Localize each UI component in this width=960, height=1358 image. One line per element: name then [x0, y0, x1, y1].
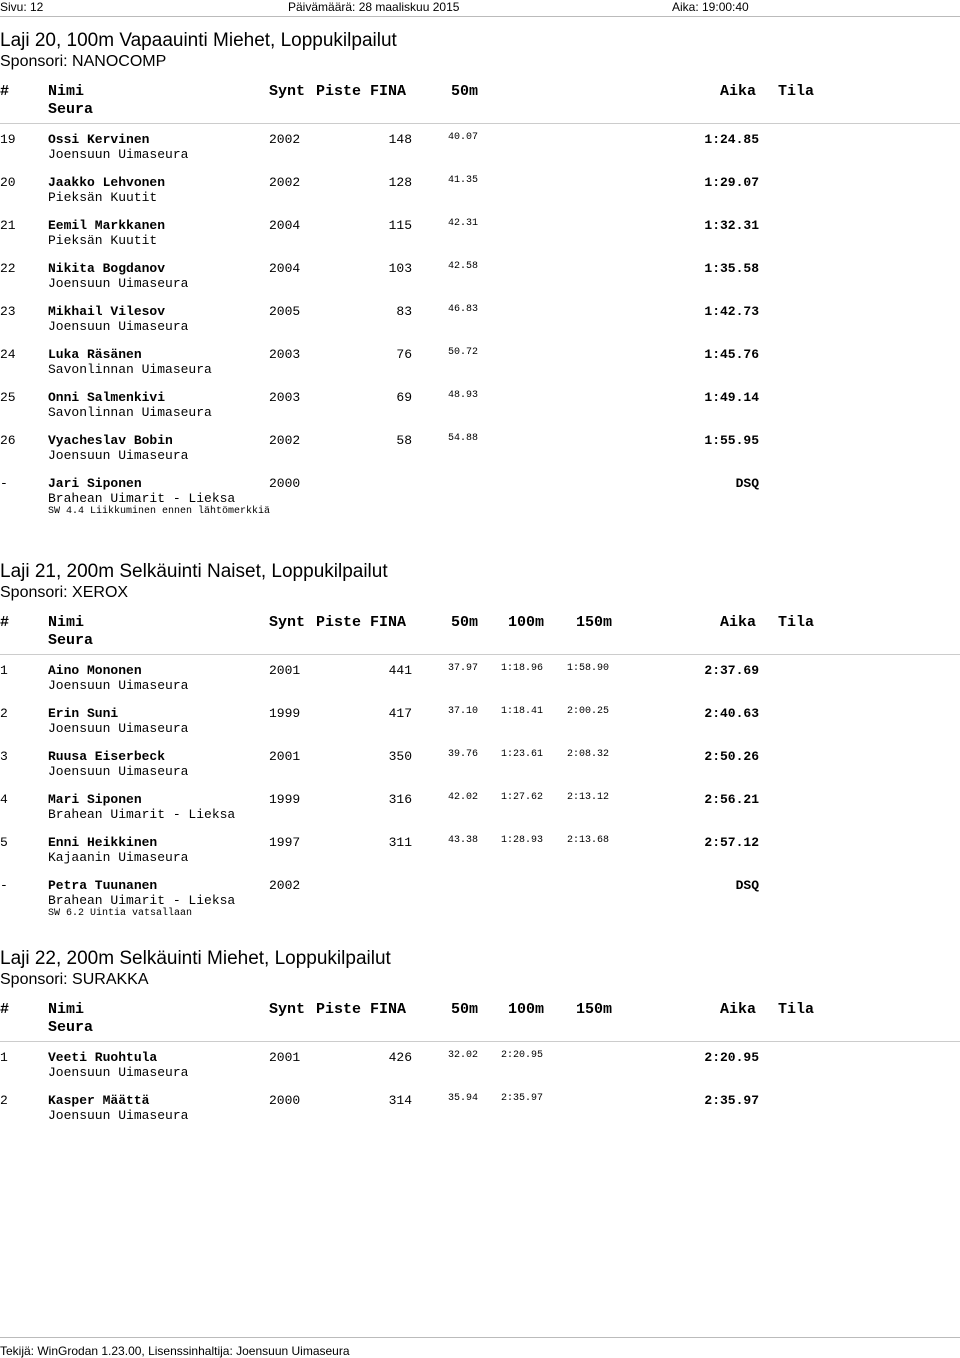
- split-100m: 2:20.95: [501, 1050, 544, 1061]
- fina-points: 441: [388, 663, 412, 678]
- table-header: [0, 614, 960, 652]
- result-rank: 2: [0, 706, 8, 721]
- split-50m: 41.35: [448, 175, 479, 186]
- table-row: [0, 132, 960, 175]
- result-rank: 21: [0, 218, 16, 233]
- table-row: [0, 390, 960, 433]
- birth-year: 2004: [269, 218, 301, 233]
- swimmer-name: Veeti Ruohtula: [48, 1050, 158, 1065]
- split-50m: 35.94: [448, 1093, 479, 1104]
- col-points: Piste FINA: [316, 1001, 407, 1018]
- col-year: Synt: [269, 83, 306, 100]
- result-rank: 5: [0, 835, 8, 850]
- final-time: 2:56.21: [704, 792, 759, 807]
- fina-points: 76: [396, 347, 412, 362]
- fina-points: 58: [396, 433, 412, 448]
- col-status: Tila: [778, 1001, 815, 1018]
- event-sponsor: Sponsori: SURAKKA: [0, 971, 149, 988]
- result-rank: 1: [0, 663, 8, 678]
- fina-points: 148: [388, 132, 412, 147]
- disqualification-note: SW 4.4 Liikkuminen ennen lähtömerkkiä: [48, 506, 271, 517]
- table-header: [0, 83, 960, 121]
- fina-points: 350: [388, 749, 412, 764]
- swimmer-name: Jaakko Lehvonen: [48, 175, 166, 190]
- split-50m: 39.76: [448, 749, 479, 760]
- final-time: 1:35.58: [704, 261, 759, 276]
- swimmer-name: Ossi Kervinen: [48, 132, 150, 147]
- fina-points: 314: [388, 1093, 412, 1108]
- final-time: 1:55.95: [704, 433, 759, 448]
- result-rank: 22: [0, 261, 16, 276]
- col-status: Tila: [778, 83, 815, 100]
- club-name: Joensuun Uimaseura: [48, 764, 189, 779]
- result-rank: 20: [0, 175, 16, 190]
- final-time: 2:40.63: [704, 706, 759, 721]
- col-split-50: 50m: [451, 614, 479, 631]
- result-rank: 24: [0, 347, 16, 362]
- birth-year: 2002: [269, 433, 301, 448]
- final-time: 2:20.95: [704, 1050, 759, 1065]
- header-divider: [0, 16, 960, 17]
- swimmer-name: Jari Siponen: [48, 476, 142, 491]
- col-rank: #: [0, 1001, 10, 1018]
- split-100m: 1:18.41: [501, 706, 544, 717]
- result-rank: 2: [0, 1093, 8, 1108]
- table-row: [0, 878, 960, 921]
- club-name: Savonlinnan Uimaseura: [48, 362, 212, 377]
- fina-points: 115: [388, 218, 412, 233]
- final-time: 1:32.31: [704, 218, 759, 233]
- birth-year: 2001: [269, 1050, 301, 1065]
- table-divider: [0, 654, 960, 655]
- table-row: [0, 1050, 960, 1093]
- col-points: Piste FINA: [316, 83, 407, 100]
- col-name: Nimi: [48, 83, 85, 100]
- result-rank: 3: [0, 749, 8, 764]
- split-150m: 2:08.32: [567, 749, 610, 760]
- table-row: [0, 1093, 960, 1136]
- result-rank: 23: [0, 304, 16, 319]
- col-split-50: 50m: [451, 1001, 479, 1018]
- table-row: [0, 261, 960, 304]
- col-split-100: 100m: [508, 1001, 545, 1018]
- table-row: [0, 749, 960, 792]
- club-name: Pieksän Kuutit: [48, 190, 158, 205]
- final-time: DSQ: [735, 476, 759, 491]
- swimmer-name: Luka Räsänen: [48, 347, 142, 362]
- col-time: Aika: [720, 614, 757, 631]
- col-club: Seura: [48, 632, 94, 649]
- table-row: [0, 304, 960, 347]
- disqualification-note: SW 6.2 Uintia vatsallaan: [48, 908, 193, 919]
- swimmer-name: Vyacheslav Bobin: [48, 433, 173, 448]
- birth-year: 1999: [269, 706, 301, 721]
- col-split-150: 150m: [576, 614, 613, 631]
- split-50m: 37.97: [448, 663, 479, 674]
- fina-points: 83: [396, 304, 412, 319]
- final-time: 1:42.73: [704, 304, 759, 319]
- col-split-50: 50m: [451, 83, 479, 100]
- club-name: Brahean Uimarit - Lieksa: [48, 491, 236, 506]
- swimmer-name: Nikita Bogdanov: [48, 261, 166, 276]
- col-club: Seura: [48, 1019, 94, 1036]
- final-time: 1:49.14: [704, 390, 759, 405]
- final-time: 2:57.12: [704, 835, 759, 850]
- club-name: Brahean Uimarit - Lieksa: [48, 893, 236, 908]
- result-rank: 25: [0, 390, 16, 405]
- club-name: Joensuun Uimaseura: [48, 678, 189, 693]
- final-time: 2:50.26: [704, 749, 759, 764]
- event-section: [0, 948, 960, 1136]
- split-50m: 54.88: [448, 433, 479, 444]
- split-150m: 2:13.68: [567, 835, 610, 846]
- swimmer-name: Kasper Määttä: [48, 1093, 150, 1108]
- results-list: [0, 1050, 960, 1136]
- birth-year: 2004: [269, 261, 301, 276]
- birth-year: 2001: [269, 749, 301, 764]
- table-row: [0, 175, 960, 218]
- col-split-100: 100m: [508, 614, 545, 631]
- table-header: [0, 1001, 960, 1039]
- col-rank: #: [0, 83, 10, 100]
- fina-points: 316: [388, 792, 412, 807]
- result-rank: 26: [0, 433, 16, 448]
- col-status: Tila: [778, 614, 815, 631]
- col-time: Aika: [720, 83, 757, 100]
- swimmer-name: Ruusa Eiserbeck: [48, 749, 166, 764]
- split-50m: 50.72: [448, 347, 479, 358]
- split-50m: 42.02: [448, 792, 479, 803]
- birth-year: 2002: [269, 132, 301, 147]
- results-list: [0, 663, 960, 921]
- club-name: Joensuun Uimaseura: [48, 147, 189, 162]
- result-rank: -: [0, 878, 8, 893]
- table-row: [0, 347, 960, 390]
- swimmer-name: Mari Siponen: [48, 792, 142, 807]
- birth-year: 2002: [269, 175, 301, 190]
- swimmer-name: Aino Mononen: [48, 663, 142, 678]
- club-name: Joensuun Uimaseura: [48, 448, 189, 463]
- fina-points: 69: [396, 390, 412, 405]
- split-50m: 42.31: [448, 218, 479, 229]
- birth-year: 2003: [269, 347, 301, 362]
- event-title: Laji 20, 100m Vapaauinti Miehet, Loppukilpailut: [0, 30, 397, 51]
- event-section: [0, 30, 960, 519]
- result-rank: 19: [0, 132, 16, 147]
- birth-year: 1997: [269, 835, 301, 850]
- table-row: [0, 433, 960, 476]
- final-time: 2:35.97: [704, 1093, 759, 1108]
- col-time: Aika: [720, 1001, 757, 1018]
- print-time: Aika: 19:00:40: [672, 0, 749, 14]
- col-split-150: 150m: [576, 1001, 613, 1018]
- split-50m: 48.93: [448, 390, 479, 401]
- swimmer-name: Erin Suni: [48, 706, 119, 721]
- club-name: Joensuun Uimaseura: [48, 1108, 189, 1123]
- split-50m: 46.83: [448, 304, 479, 315]
- col-name: Nimi: [48, 1001, 85, 1018]
- col-year: Synt: [269, 614, 306, 631]
- col-points: Piste FINA: [316, 614, 407, 631]
- club-name: Joensuun Uimaseura: [48, 276, 189, 291]
- final-time: 2:37.69: [704, 663, 759, 678]
- event-sponsor: Sponsori: NANOCOMP: [0, 53, 167, 70]
- split-100m: 1:28.93: [501, 835, 544, 846]
- club-name: Kajaanin Uimaseura: [48, 850, 189, 865]
- club-name: Joensuun Uimaseura: [48, 319, 189, 334]
- footer-divider: [0, 1337, 960, 1338]
- club-name: Brahean Uimarit - Lieksa: [48, 807, 236, 822]
- event-sponsor: Sponsori: XEROX: [0, 584, 129, 601]
- col-name: Nimi: [48, 614, 85, 631]
- result-rank: 4: [0, 792, 8, 807]
- club-name: Joensuun Uimaseura: [48, 721, 189, 736]
- birth-year: 2003: [269, 390, 301, 405]
- page-header: [0, 0, 960, 14]
- birth-year: 2001: [269, 663, 301, 678]
- split-100m: 1:27.62: [501, 792, 544, 803]
- split-150m: 1:58.90: [567, 663, 610, 674]
- split-100m: 1:18.96: [501, 663, 544, 674]
- result-rank: 1: [0, 1050, 8, 1065]
- fina-points: 426: [388, 1050, 412, 1065]
- club-name: Joensuun Uimaseura: [48, 1065, 189, 1080]
- split-150m: 2:13.12: [567, 792, 610, 803]
- table-divider: [0, 123, 960, 124]
- split-50m: 43.38: [448, 835, 479, 846]
- col-rank: #: [0, 614, 10, 631]
- results-list: [0, 132, 960, 519]
- final-time: 1:24.85: [704, 132, 759, 147]
- club-name: Savonlinnan Uimaseura: [48, 405, 212, 420]
- swimmer-name: Onni Salmenkivi: [48, 390, 166, 405]
- col-club: Seura: [48, 101, 94, 118]
- swimmer-name: Eemil Markkanen: [48, 218, 166, 233]
- split-50m: 40.07: [448, 132, 479, 143]
- table-row: [0, 663, 960, 706]
- page-footer: Tekijä: WinGrodan 1.23.00, Lisenssinhaltija: Joensuun Uimaseura: [0, 1344, 350, 1358]
- page-number: Sivu: 12: [0, 0, 44, 14]
- fina-points: 417: [388, 706, 412, 721]
- swimmer-name: Mikhail Vilesov: [48, 304, 166, 319]
- event-title: Laji 22, 200m Selkäuinti Miehet, Loppukilpailut: [0, 948, 391, 969]
- split-50m: 32.02: [448, 1050, 479, 1061]
- table-divider: [0, 1041, 960, 1042]
- result-rank: -: [0, 476, 8, 491]
- fina-points: 103: [388, 261, 412, 276]
- fina-points: 311: [388, 835, 412, 850]
- table-row: [0, 835, 960, 878]
- table-row: [0, 792, 960, 835]
- birth-year: 1999: [269, 792, 301, 807]
- event-section: [0, 561, 960, 921]
- swimmer-name: Enni Heikkinen: [48, 835, 158, 850]
- swimmer-name: Petra Tuunanen: [48, 878, 158, 893]
- split-50m: 37.10: [448, 706, 479, 717]
- birth-year: 2000: [269, 1093, 301, 1108]
- club-name: Pieksän Kuutit: [48, 233, 158, 248]
- birth-year: 2000: [269, 476, 301, 491]
- birth-year: 2005: [269, 304, 301, 319]
- split-50m: 42.58: [448, 261, 479, 272]
- fina-points: 128: [388, 175, 412, 190]
- split-100m: 2:35.97: [501, 1093, 544, 1104]
- final-time: 1:45.76: [704, 347, 759, 362]
- birth-year: 2002: [269, 878, 301, 893]
- split-150m: 2:00.25: [567, 706, 610, 717]
- event-title: Laji 21, 200m Selkäuinti Naiset, Loppukilpailut: [0, 561, 388, 582]
- final-time: DSQ: [735, 878, 759, 893]
- col-year: Synt: [269, 1001, 306, 1018]
- table-row: [0, 476, 960, 519]
- table-row: [0, 218, 960, 261]
- final-time: 1:29.07: [704, 175, 759, 190]
- split-100m: 1:23.61: [501, 749, 544, 760]
- print-date: Päivämäärä: 28 maaliskuu 2015: [288, 0, 460, 14]
- table-row: [0, 706, 960, 749]
